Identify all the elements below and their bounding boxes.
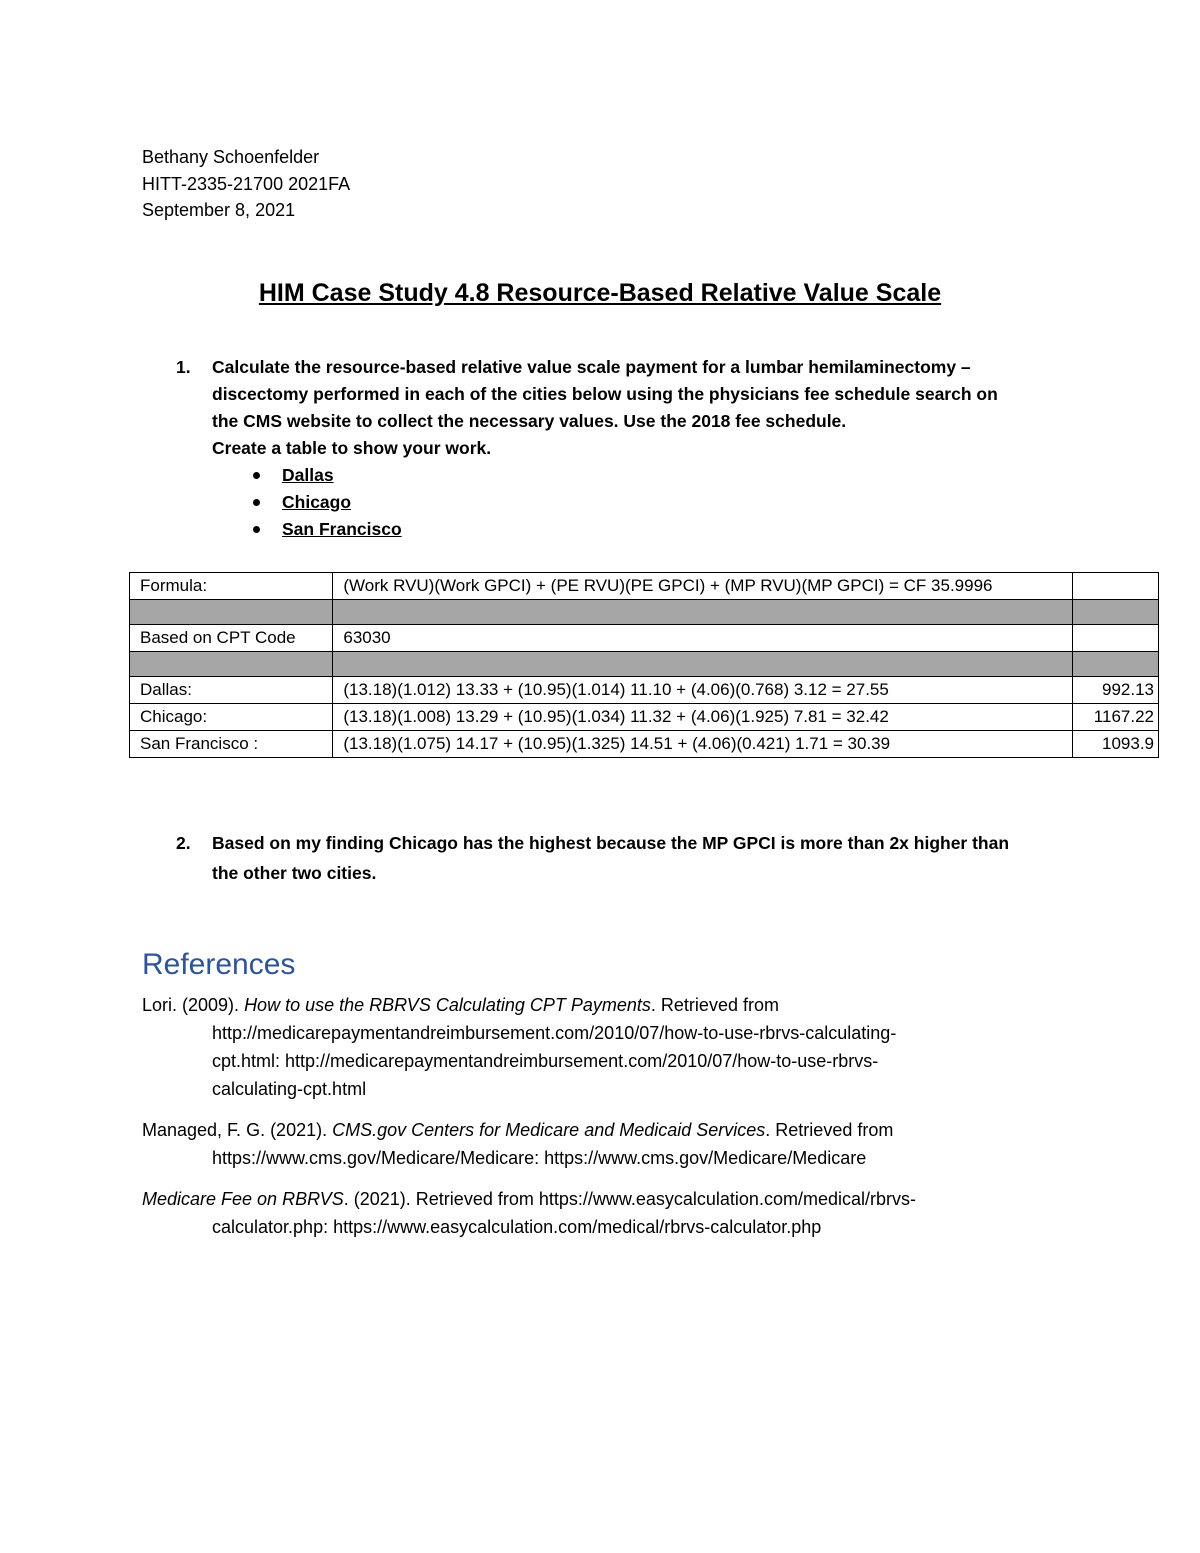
bullet-icon	[253, 499, 260, 506]
city-cell: Chicago:	[130, 704, 333, 731]
calculation-cell: (13.18)(1.008) 13.29 + (10.95)(1.034) 11.32 + (4.06)(1.925) 7.81 = 32.42	[333, 704, 1073, 731]
reference-suffix: . Retrieved from	[650, 995, 779, 1015]
question-2	[176, 828, 1009, 888]
bullet-icon	[253, 472, 260, 479]
reference-url: https://www.cms.gov/Medicare/Medicare: https://www.cms.gov/Medicare/Medicare	[212, 1148, 867, 1168]
cpt-label: Based on CPT Code	[130, 625, 333, 652]
question-1	[176, 354, 1076, 543]
reference-url: http://medicarepaymentandreimbursement.com/2010/07/how-to-use-rbrvs-calculating-	[212, 1023, 897, 1043]
table-row	[130, 573, 1159, 600]
payment-cell: 1093.9	[1072, 731, 1158, 758]
calculation-cell: (13.18)(1.075) 14.17 + (10.95)(1.325) 14.51 + (4.06)(0.421) 1.71 = 30.39	[333, 731, 1073, 758]
table-row	[130, 731, 1159, 758]
reference-title: Medicare Fee on RBRVS	[142, 1189, 344, 1209]
reference-suffix: . Retrieved from	[765, 1120, 894, 1140]
formula-text: (Work RVU)(Work GPCI) + (PE RVU)(PE GPCI) + (MP RVU)(MP GPCI) = CF 35.9996	[333, 573, 1073, 600]
reference-entry	[142, 1116, 1142, 1172]
bullet-icon	[253, 526, 260, 533]
question-1-line: discectomy performed in each of the cities below using the physicians fee schedule search on	[212, 384, 998, 404]
city-list	[212, 462, 1076, 543]
table-row	[130, 625, 1159, 652]
reference-suffix: . (2021). Retrieved from https://www.easycalculation.com/medical/rbrvs-	[343, 1189, 916, 1209]
question-2-line: Based on my finding Chicago has the highest because the MP GPCI is more than 2x higher than	[212, 833, 1010, 853]
city-cell: San Francisco :	[130, 731, 333, 758]
city-dallas: Dallas	[282, 465, 334, 485]
city-san-francisco: San Francisco	[282, 519, 402, 539]
reference-entry	[142, 1185, 1142, 1241]
reference-title: How to use the RBRVS Calculating CPT Payments	[244, 995, 651, 1015]
empty-cell	[1072, 625, 1158, 652]
author-name: Bethany Schoenfelder	[142, 147, 320, 167]
page-title: HIM Case Study 4.8 Resource-Based Relative Value Scale	[258, 279, 942, 307]
reference-entry	[142, 991, 1142, 1103]
question-1-number: 1.	[176, 357, 191, 377]
reference-prefix: Managed, F. G. (2021).	[142, 1120, 333, 1140]
question-1-line: the CMS website to collect the necessary values. Use the 2018 fee schedule.	[212, 411, 847, 431]
question-1-line: Calculate the resource-based relative value scale payment for a lumbar hemilaminectomy –	[212, 357, 971, 377]
table-row	[130, 677, 1159, 704]
city-cell: Dallas:	[130, 677, 333, 704]
question-1-line: Create a table to show your work.	[212, 438, 492, 458]
cpt-code: 63030	[333, 625, 1073, 652]
course-code: HITT-2335-21700 2021FA	[142, 173, 351, 194]
payment-cell: 1167.22	[1072, 704, 1158, 731]
question-2-number: 2.	[176, 833, 191, 853]
reference-url: calculator.php: https://www.easycalculation.com/medical/rbrvs-calculator.php	[212, 1217, 822, 1237]
formula-label: Formula:	[130, 573, 333, 600]
submission-date: September 8, 2021	[142, 200, 296, 220]
rbrvs-calculation-table	[129, 572, 1159, 758]
list-item	[212, 516, 1076, 543]
list-item	[212, 462, 1076, 489]
question-2-line: the other two cities.	[212, 863, 377, 883]
references-list	[142, 991, 1142, 1254]
table-row-spacer	[130, 652, 1159, 677]
reference-url: calculating-cpt.html	[212, 1079, 367, 1099]
references-heading: References	[142, 948, 296, 981]
empty-cell	[1072, 573, 1158, 600]
reference-prefix: Lori. (2009).	[142, 995, 245, 1015]
payment-cell: 992.13	[1072, 677, 1158, 704]
calculation-cell: (13.18)(1.012) 13.33 + (10.95)(1.014) 11.10 + (4.06)(0.768) 3.12 = 27.55	[333, 677, 1073, 704]
table-row	[130, 704, 1159, 731]
table-row-spacer	[130, 600, 1159, 625]
city-chicago: Chicago	[282, 492, 352, 512]
reference-title: CMS.gov Centers for Medicare and Medicaid Services	[332, 1120, 766, 1140]
reference-url: cpt.html: http://medicarepaymentandreimbursement.com/2010/07/how-to-use-rbrvs-	[212, 1051, 879, 1071]
list-item	[212, 489, 1076, 516]
author-header	[142, 144, 350, 224]
